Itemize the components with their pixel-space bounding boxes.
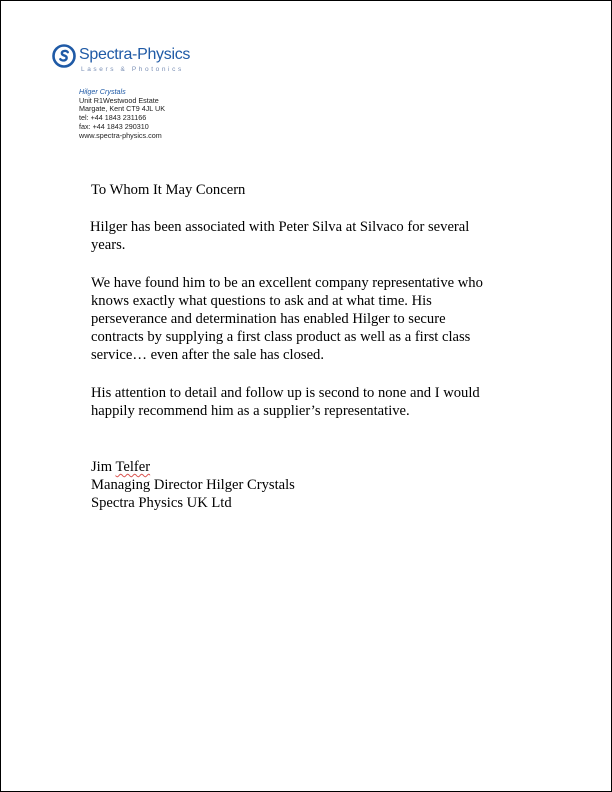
signature-last-name: Telfer	[115, 459, 151, 475]
address-web: www.spectra-physics.com	[79, 130, 162, 140]
address-company: Hilger Crystals	[79, 87, 126, 96]
para3-line2: happily recommend him as a supplier’s representative.	[91, 403, 410, 419]
logo-wordmark: Spectra-Physics	[79, 46, 191, 63]
para2-line3: perseverance and determination has enabled Hilger to secure	[91, 311, 446, 327]
para2-line5: service… even after the sale has closed.	[91, 347, 324, 363]
para2-line4: contracts by supplying a first class product as well as a first class	[91, 329, 471, 345]
company-logo	[52, 44, 192, 76]
para2-line2: knows exactly what questions to ask and at what time. His	[91, 293, 432, 309]
address-fax: fax: +44 1843 290310	[79, 121, 149, 131]
address-line1: Unit R1Westwood Estate	[79, 95, 159, 105]
company-address	[79, 88, 165, 140]
logo-tagline: Lasers & Photonics	[81, 66, 184, 73]
address-line2: Margate, Kent CT9 4JL UK	[79, 104, 166, 114]
salutation: To Whom It May Concern	[91, 182, 246, 198]
para1-line2: years.	[91, 237, 126, 253]
spectra-physics-logo-icon	[52, 44, 76, 68]
para3-line1: His attention to detail and follow up is second to none and I would	[91, 385, 480, 401]
signature-organization: Spectra Physics UK Ltd	[91, 495, 232, 511]
para2-line1: We have found him to be an excellent company representative who	[91, 275, 483, 291]
signature-title: Managing Director Hilger Crystals	[91, 477, 295, 493]
para1-line1: Hilger has been associated with Peter Silva at Silvaco for several	[90, 219, 470, 235]
signature-first-name: Jim	[91, 459, 113, 475]
address-tel: tel: +44 1843 231166	[79, 113, 147, 123]
signature-name	[91, 458, 150, 476]
